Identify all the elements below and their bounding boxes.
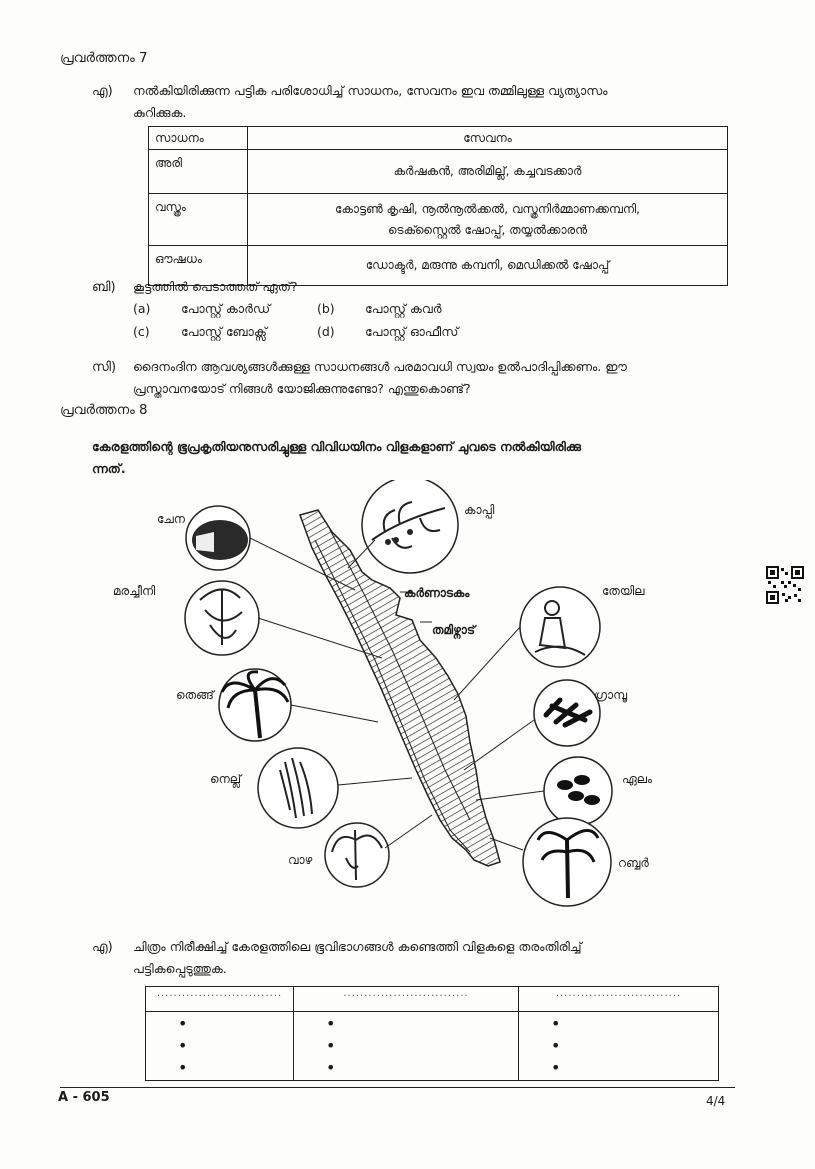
option-c-text: പോസ്റ്റ് ബോക്സ് <box>181 324 267 339</box>
bullet: • <box>551 1036 561 1055</box>
question-8a-label: എ) <box>92 940 113 955</box>
crop-cardamom <box>476 757 612 825</box>
activity-8-intro <box>92 436 732 480</box>
option-d-text: പോസ്റ്റ് ഓഫീസ് <box>365 324 459 339</box>
col-service-header: സേവനം <box>248 127 728 150</box>
question-8a-line2: പട്ടികപ്പെടുത്തുക. <box>133 961 227 976</box>
label-rubber: റബ്ബർ <box>618 856 649 870</box>
activity-7-heading: പ്രവർത്തനം 7 <box>60 50 148 66</box>
col-goods-header: സാധനം <box>149 127 248 150</box>
bullet: • <box>178 1058 188 1077</box>
bullet: • <box>178 1036 188 1055</box>
bullet: • <box>178 1014 188 1033</box>
label-cassava: മരച്ചീനി <box>113 584 156 598</box>
kerala-crop-map <box>0 480 815 920</box>
page-number: 4/4 <box>706 1094 726 1108</box>
label-cardamom: ഏലം <box>622 772 653 786</box>
table-header-row <box>149 127 728 150</box>
question-c-line2: പ്രസ്താവനയോട് നിങ്ങൾ യോജിക്കുന്നുണ്ടോ? എന്തുകൊണ്ട്? <box>133 381 471 396</box>
question-a-line1: നൽകിയിരിക്കുന്ന പട്ടിക പരിശോധിച്ച് സാധനം, സേവനം ഇവ തമ്മിലുള്ള വ്യത്യാസം <box>133 83 608 98</box>
answer-cell[interactable] <box>519 1012 719 1081</box>
crop-coconut <box>219 669 378 741</box>
question-c-label: സി) <box>92 360 117 375</box>
option-c-key: (c) <box>133 324 150 339</box>
footer-rule <box>60 1087 735 1088</box>
answer-cell[interactable] <box>294 1012 519 1081</box>
intro-line2: ന്നത്. <box>92 461 126 476</box>
bullet: • <box>551 1058 561 1077</box>
label-karnataka: കർണാടകം <box>404 586 470 600</box>
goods-cell: വസ്ത്രം <box>149 194 248 246</box>
question-b-text: കൂട്ടത്തിൽ പെടാത്തത് ഏത്? <box>133 279 298 294</box>
label-tamilnadu: തമിഴ്നാട് <box>432 623 476 637</box>
question-c-line1: ദൈനംദിന ആവശ്യങ്ങൾക്കുള്ള സാധനങ്ങൾ പരമാവധി സ്വയം ഉൽപാദിപ്പിക്കണം. ഈ <box>133 359 627 374</box>
option-b-text: പോസ്റ്റ് കവർ <box>365 301 442 316</box>
activity-8-heading: പ്രവർത്തനം 8 <box>60 402 148 418</box>
goods-cell: അരി <box>149 150 248 194</box>
crop-rubber <box>490 818 611 906</box>
service-line: കോട്ടൺ കൃഷി, നൂൽനൂൽക്കൽ, വസ്ത്രനിർമ്മാണക്കമ്പനി, <box>335 201 640 216</box>
question-c-text <box>133 356 627 400</box>
question-8a-line1: ചിത്രം നിരീക്ഷിച്ച് കേരളത്തിലെ ഭൂവിഭാഗങ്ങൾ കണ്ടെത്തി വിളകളെ തരംതിരിച്ച് <box>133 939 582 954</box>
question-8a-text <box>133 936 582 980</box>
option-a-text: പോസ്റ്റ് കാർഡ് <box>181 301 271 316</box>
crop-coffee <box>348 480 458 573</box>
bullet: • <box>326 1058 336 1077</box>
answer-header-row <box>146 987 719 1012</box>
table-row <box>149 150 728 194</box>
label-tea: തേയില <box>602 584 645 598</box>
service-cell <box>248 194 728 246</box>
service-line: ടെക്സ്റ്റൈൽ ഷോപ്പ്, തയ്യൽക്കാരൻ <box>387 222 588 237</box>
answer-header-cell[interactable]: .............................. <box>146 987 294 1012</box>
label-coconut: തെങ്ങ് <box>176 688 214 702</box>
answer-header-cell[interactable]: .............................. <box>519 987 719 1012</box>
label-chena: ചേന <box>157 512 185 526</box>
goods-services-table <box>148 126 728 286</box>
answer-table <box>145 986 719 1081</box>
answer-body-row <box>146 1012 719 1081</box>
table-row <box>149 194 728 246</box>
answer-header-cell[interactable]: .............................. <box>294 987 519 1012</box>
paper-code: A - 605 <box>58 1090 110 1105</box>
question-a-line2: കുറിക്കുക. <box>133 105 187 120</box>
bullet: • <box>326 1036 336 1055</box>
option-d-key: (d) <box>317 324 335 339</box>
answer-cell[interactable] <box>146 1012 294 1081</box>
question-a-label: എ) <box>92 84 113 99</box>
option-b-key: (b) <box>317 301 335 316</box>
crop-paddy <box>258 748 412 828</box>
bullet: • <box>326 1014 336 1033</box>
crop-banana <box>325 815 432 887</box>
label-clove: ഗ്രാമ്പൂ <box>594 688 628 702</box>
intro-line1: കേരളത്തിന്റെ ഭൂപ്രകൃതിയനുസരിച്ചുള്ള വിവിധയിനം വിളകളാണ് ചുവടെ നൽകിയിരിക്കു <box>92 439 581 454</box>
question-b-label: ബി) <box>92 280 116 295</box>
label-coffee: കാപ്പി <box>464 503 495 517</box>
label-paddy: നെല്ല് <box>210 772 242 786</box>
service-cell: ഡോക്ടർ, മരുന്നു കമ്പനി, മെഡിക്കൽ ഷോപ്പ് <box>248 246 728 286</box>
bullet: • <box>551 1014 561 1033</box>
goods-cell: ഔഷധം <box>149 246 248 286</box>
label-banana: വാഴ <box>288 853 313 867</box>
question-a-text <box>133 80 608 124</box>
service-cell: കർഷകൻ, അരിമില്ല്, കച്ചവടക്കാർ <box>248 150 728 194</box>
option-a-key: (a) <box>133 301 151 316</box>
qr-code-icon <box>766 566 804 604</box>
